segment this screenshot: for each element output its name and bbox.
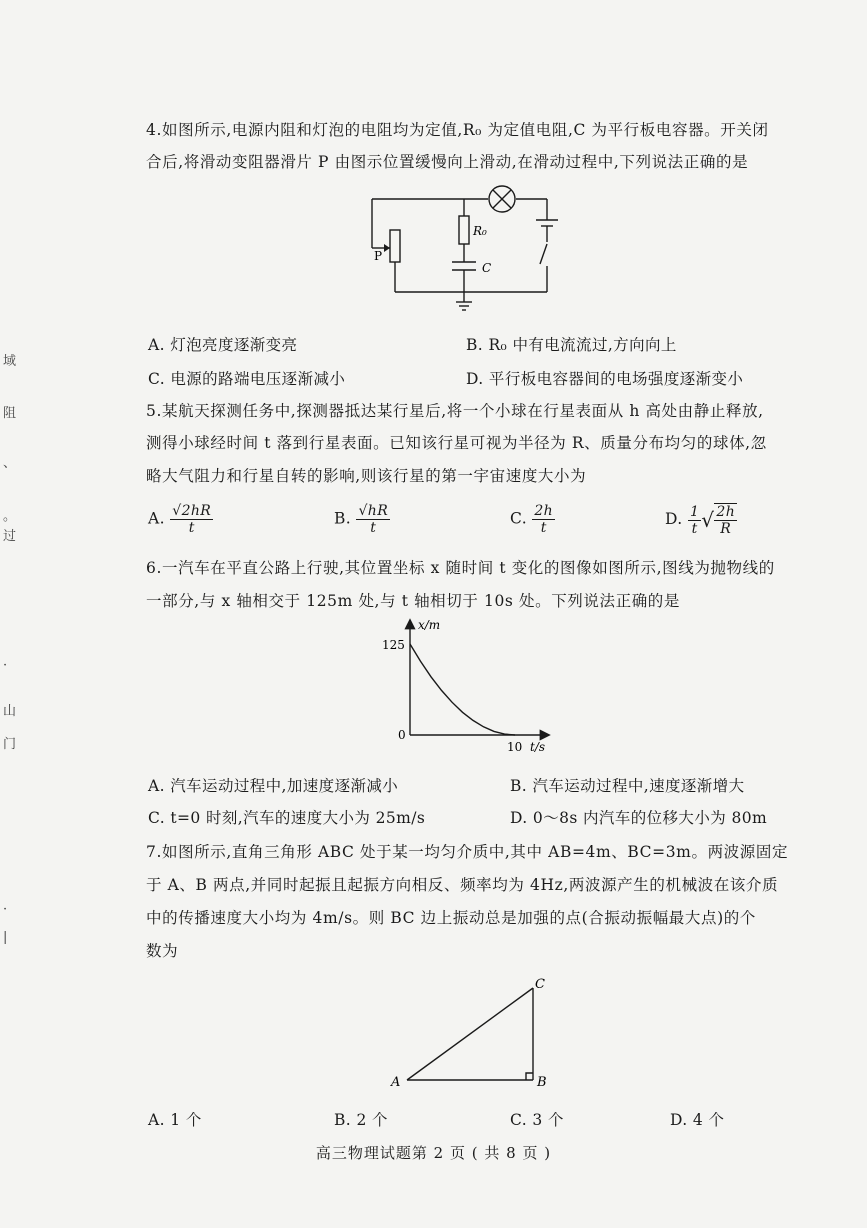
q6-option-b[interactable]: B. 汽车运动过程中,速度逐渐增大 [510,777,745,795]
q4-option-a[interactable]: A. 灯泡亮度逐渐变亮 [148,336,298,354]
option-letter: D. [665,510,683,529]
margin-mark: 山 [3,704,17,719]
denominator: t [540,520,547,537]
q7-option-c[interactable]: C. 3 个 [510,1111,564,1129]
q5-option-c[interactable] [510,503,555,536]
page-footer: 高三物理试题第 2 页 ( 共 8 页 ) [315,1144,552,1162]
sqrt-icon: √ [701,508,715,533]
fraction [356,503,390,536]
fraction [714,503,737,537]
numerator: 2h [716,504,736,520]
q6-stem-line2: 一部分,与 x 轴相交于 125m 处,与 t 轴相切于 10s 处。下列说法正确的是 [146,592,681,610]
q4-option-b[interactable]: B. R₀ 中有电流流过,方向向上 [466,336,677,354]
q5-option-d[interactable] [665,503,737,537]
q7-stem-line2: 于 A、B 两点,并同时起振且起振方向相反、频率均为 4Hz,两波源产生的机械波在该介质 [146,876,779,894]
margin-mark: | [3,930,8,945]
label-c: C [482,261,492,275]
q7-triangle-diagram [385,972,555,1092]
option-letter: C. [510,509,528,528]
q6-option-a[interactable]: A. 汽车运动过程中,加速度逐渐减小 [148,777,399,795]
fraction [170,503,213,536]
fraction [532,503,555,536]
numerator: 2h [534,503,554,519]
label-r0: R₀ [473,224,487,238]
margin-mark: 域 [3,354,17,369]
x-tick-label: 10 [507,740,523,754]
numerator: √2hR [172,503,212,519]
q7-stem-line4: 数为 [146,942,179,960]
denominator: t [188,520,195,537]
y-axis-label: x/m [418,618,441,632]
q6-option-d[interactable]: D. 0～8s 内汽车的位移大小为 80m [510,809,768,827]
margin-mark: 门 [3,737,17,752]
numerator: 1 [689,503,700,520]
numerator: √hR [358,503,389,519]
denominator: t [691,520,698,537]
label-b: B [537,1075,547,1090]
series-line [410,644,515,735]
q6-option-c[interactable]: C. t=0 时刻,汽车的速度大小为 25m/s [148,809,426,827]
q4-circuit-diagram [360,182,580,312]
margin-mark: 、 [3,456,17,471]
q7-stem-line1: 7.如图所示,直角三角形 ABC 处于某一均匀介质中,其中 AB=4m、BC=3m。两波源固定 [146,843,789,861]
origin-label: 0 [398,728,406,742]
q4-option-d[interactable]: D. 平行板电容器间的电场强度逐渐变小 [466,370,744,388]
q7-option-d[interactable]: D. 4 个 [670,1111,725,1129]
q4-stem-line2: 合后,将滑动变阻器滑片 P 由图示位置缓慢向上滑动,在滑动过程中,下列说法正确的是 [146,153,749,171]
q7-option-b[interactable]: B. 2 个 [334,1111,388,1129]
y-tick-label: 125 [382,638,405,652]
q5-option-a[interactable] [148,503,213,536]
xt-graph [370,615,570,760]
q5-stem-line1: 5.某航天探测任务中,探测器抵达某行星后,将一个小球在行星表面从 h 高处由静止释放, [146,402,764,420]
margin-mark: 。 [3,509,17,524]
q4-stem-line1: 4.如图所示,电源内阻和灯泡的电阻均为定值,R₀ 为定值电阻,C 为平行板电容器。开关闭 [146,121,769,139]
fraction [688,504,701,537]
label-c: C [535,977,545,992]
q5-stem-line2: 测得小球经时间 t 落到行星表面。已知该行星可视为半径为 R、质量分布均匀的球体,忽 [146,434,767,452]
margin-mark: · [3,658,8,673]
margin-mark: · [3,902,8,917]
label-p: P [374,249,383,263]
margin-mark: 过 [3,529,17,544]
margin-mark: 阻 [3,406,17,421]
q5-option-b[interactable] [334,503,390,536]
option-letter: B. [334,509,352,528]
q7-option-a[interactable]: A. 1 个 [148,1111,202,1129]
q6-stem-line1: 6.一汽车在平直公路上行驶,其位置坐标 x 随时间 t 变化的图像如图所示,图线为抛物线的 [146,559,775,577]
q5-stem-line3: 略大气阻力和行星自转的影响,则该行星的第一宇宙速度大小为 [146,467,587,485]
label-a: A [391,1075,401,1090]
x-axis-label: t/s [530,740,546,754]
q4-option-c[interactable]: C. 电源的路端电压逐渐减小 [148,370,346,388]
denominator: t [370,520,377,537]
option-letter: A. [148,509,165,528]
q7-stem-line3: 中的传播速度大小均为 4m/s。则 BC 边上振动总是加强的点(合振动振幅最大点)的个 [146,909,756,927]
denominator: R [720,521,732,538]
